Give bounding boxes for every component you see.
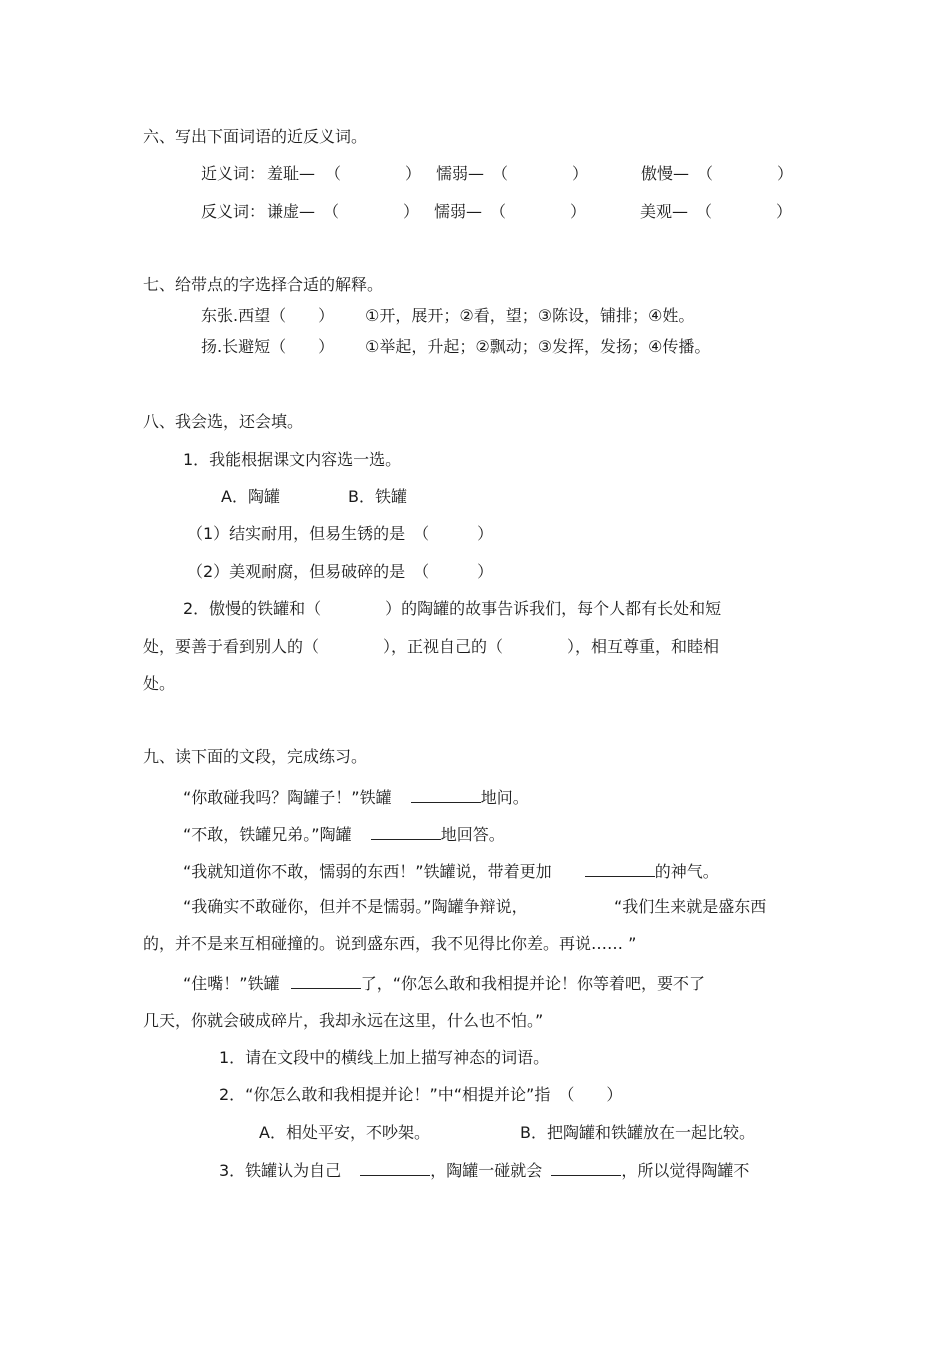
s8-question-1-2[interactable]: （2）美观耐腐，但易破碎的是 （ ） <box>187 562 494 581</box>
passage-line-1 <box>183 786 529 809</box>
s8-option-a: A．陶罐 <box>221 487 280 506</box>
s8-question-1-1[interactable]: （1）结实耐用，但易生锈的是 （ ） <box>187 524 494 543</box>
dot-mark: . <box>233 306 239 325</box>
antonym-1-blank[interactable]: （ ） <box>323 202 420 221</box>
s7-item1-word-a: 东张 <box>201 306 234 325</box>
fill-blank-4[interactable] <box>291 972 361 989</box>
synonym-2-blank[interactable]: （ ） <box>492 164 589 183</box>
fill-blank-6[interactable] <box>551 1159 621 1176</box>
antonym-2-word: 懦弱— <box>434 202 483 221</box>
s7-item2-word-a: 扬 <box>201 337 218 356</box>
p2-text-b: 地回答。 <box>440 825 505 844</box>
antonym-1-word: 谦虚— <box>267 202 316 221</box>
passage-line-4a: “我确实不敢碰你，但并不是懦弱。”陶罐争辩说， <box>183 897 528 916</box>
section-7-title: 七、给带点的字选择合适的解释。 <box>143 275 384 294</box>
p5-text-b: 了，“你怎么敢和我相提并论！你等着吧，要不了 <box>360 974 705 993</box>
p5-text-a: “住嘴！”铁罐 <box>183 974 280 993</box>
s9-question-2-option-a: A．相处平安，不吵架。 <box>259 1123 430 1142</box>
synonym-1-blank[interactable]: （ ） <box>325 164 422 183</box>
p3-text-a: “我就知道你不敢，懦弱的东西！”铁罐说，带着更加 <box>183 862 552 881</box>
s8-question-2-line3: 处。 <box>143 674 176 693</box>
s8-question-2-line1: 2．傲慢的铁罐和（ ）的陶罐的故事告诉我们，每个人都有长处和短 <box>183 599 722 618</box>
passage-line-4b: “我们生来就是盛东西 <box>614 897 767 916</box>
q3-text-b: ，陶罐一碰就会 <box>430 1161 543 1180</box>
s9-question-2[interactable]: 2．“你怎么敢和我相提并论！”中“相提并论”指 （ ） <box>219 1085 623 1104</box>
s7-item1-word-b[interactable]: 西望（ ） <box>238 306 335 325</box>
section-9-title: 九、读下面的文段，完成练习。 <box>143 747 368 766</box>
p1-text-b: 地问。 <box>480 788 529 807</box>
synonym-row <box>201 163 265 185</box>
s7-item1-options: ①开，展开；②看，望；③陈设，铺排；④姓。 <box>365 306 695 325</box>
fill-blank-2[interactable] <box>371 823 441 840</box>
passage-line-4c: 的，并不是来互相碰撞的。说到盛东西，我不见得比你差。再说…… ” <box>143 934 637 953</box>
s7-item-2 <box>201 336 334 358</box>
fill-blank-1[interactable] <box>411 786 481 803</box>
section-8-title: 八、我会选，还会填。 <box>143 412 304 431</box>
s8-question-2-line2: 处，要善于看到别人的（ ），正视自己的（ ），相互尊重，和睦相 <box>143 637 720 656</box>
antonym-3-blank[interactable]: （ ） <box>696 202 793 221</box>
synonym-1-word: 羞耻— <box>267 164 316 183</box>
s7-item-1 <box>201 305 334 327</box>
s9-question-2-option-b: B．把陶罐和铁罐放在一起比较。 <box>520 1123 755 1142</box>
s7-item2-options: ①举起，升起；②飘动；③发挥，发扬；④传播。 <box>365 337 711 356</box>
synonym-3-blank[interactable]: （ ） <box>697 164 794 183</box>
s7-item2-word-b[interactable]: 长避短（ ） <box>222 337 335 356</box>
q3-text-a: 3．铁罐认为自己 <box>219 1161 342 1180</box>
p3-text-b: 的神气。 <box>654 862 719 881</box>
antonym-3-word: 美观— <box>640 202 689 221</box>
s9-question-3 <box>219 1159 749 1182</box>
passage-line-6: 几天，你就会破成碎片，我却永远在这里，什么也不怕。” <box>143 1011 544 1030</box>
fill-blank-3[interactable] <box>585 860 655 877</box>
passage-line-2 <box>183 823 505 846</box>
s8-question-1: 1．我能根据课文内容选一选。 <box>183 450 402 469</box>
antonym-2-blank[interactable]: （ ） <box>490 202 587 221</box>
passage-line-3 <box>183 860 719 883</box>
s9-question-1: 1．请在文段中的横线上加上描写神态的词语。 <box>219 1048 550 1067</box>
p2-text-a: “不敢，铁罐兄弟。”陶罐 <box>183 825 352 844</box>
passage-line-5 <box>183 972 705 995</box>
q3-text-c: ，所以觉得陶罐不 <box>621 1161 750 1180</box>
antonym-label: 反义词： <box>201 202 266 221</box>
fill-blank-5[interactable] <box>360 1159 430 1176</box>
synonym-label: 近义词： <box>201 164 266 183</box>
synonym-2-word: 懦弱— <box>436 164 485 183</box>
dot-mark: . <box>217 337 223 356</box>
s8-option-b: B．铁罐 <box>348 487 407 506</box>
section-6-title: 六、写出下面词语的近反义词。 <box>143 127 368 146</box>
p1-text-a: “你敢碰我吗？陶罐子！”铁罐 <box>183 788 392 807</box>
synonym-3-word: 傲慢— <box>641 164 690 183</box>
